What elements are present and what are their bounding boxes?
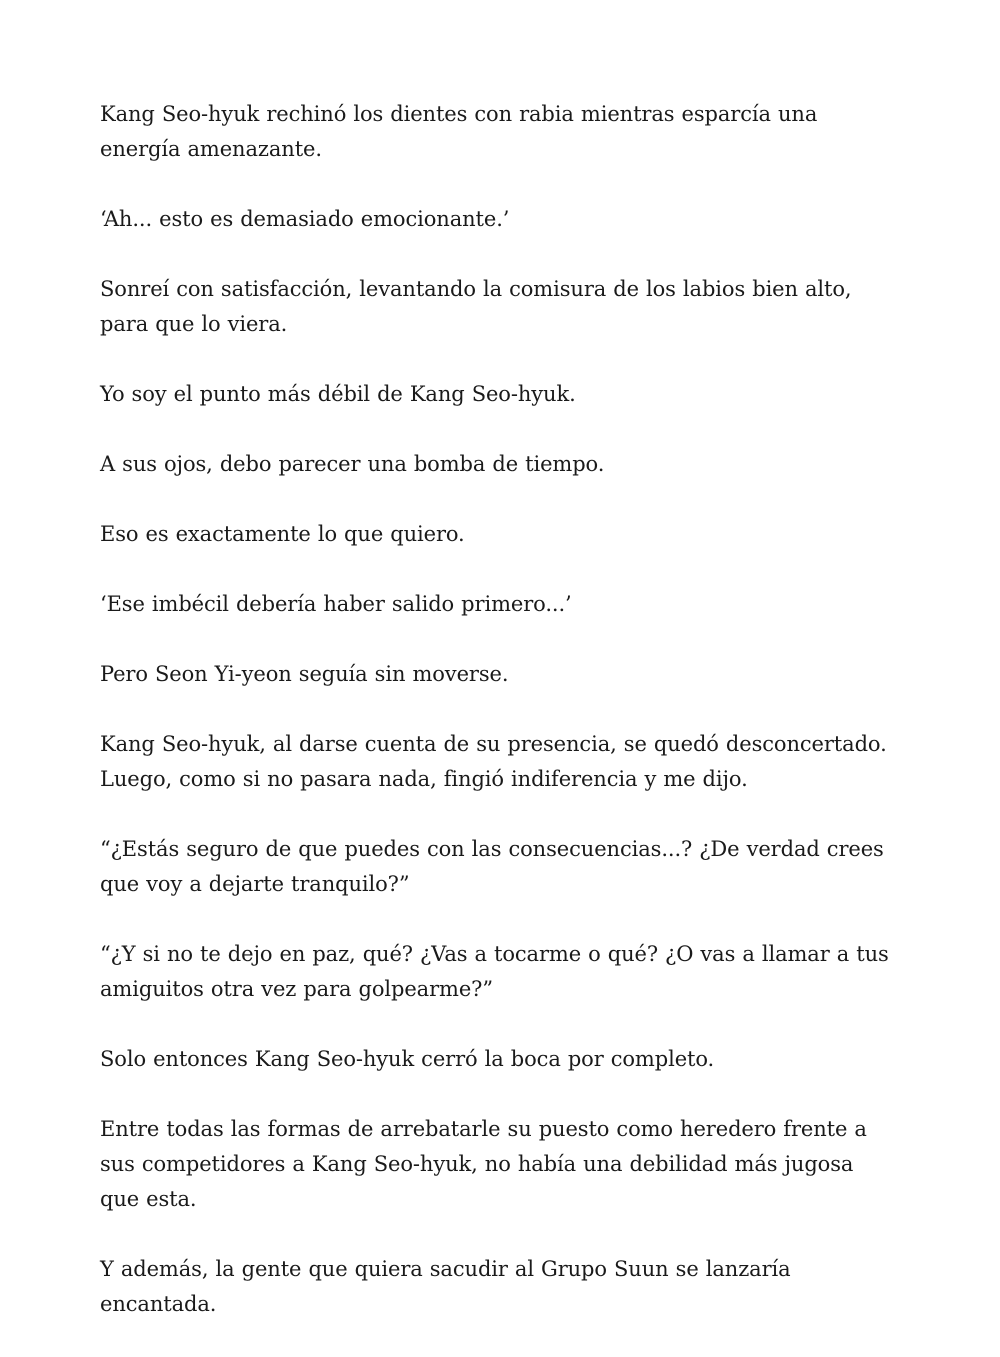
paragraph: ‘Ese imbécil debería haber salido primero...’ — [100, 592, 572, 616]
paragraph: Kang Seo-hyuk, al darse cuenta de su presencia, se quedó desconcertado. Luego, como si no pasara nada, fingió indiferencia y me dijo. — [100, 732, 887, 791]
paragraph: A sus ojos, debo parecer una bomba de tiempo. — [100, 452, 605, 476]
paragraph: “¿Y si no te dejo en paz, qué? ¿Vas a tocarme o qué? ¿O vas a llamar a tus amiguitos otra vez para golpearme?” — [100, 942, 889, 1001]
paragraph: Yo soy el punto más débil de Kang Seo-hyuk. — [100, 382, 576, 406]
paragraph: Pero Seon Yi-yeon seguía sin moverse. — [100, 662, 509, 686]
document-body — [100, 97, 890, 1357]
paragraph: Solo entonces Kang Seo-hyuk cerró la boca por completo. — [100, 1047, 715, 1071]
paragraph: Sonreí con satisfacción, levantando la comisura de los labios bien alto, para que lo viera. — [100, 277, 852, 336]
paragraph: Eso es exactamente lo que quiero. — [100, 522, 465, 546]
paragraph: Entre todas las formas de arrebatarle su puesto como heredero frente a sus competidores a Kang Seo-hyuk, no había una debilidad más jugosa que esta. — [100, 1117, 867, 1211]
paragraph: “¿Estás seguro de que puedes con las consecuencias...? ¿De verdad crees que voy a dejarte tranquilo?” — [100, 837, 884, 896]
paragraph: ‘Ah... esto es demasiado emocionante.’ — [100, 207, 510, 231]
paragraph: Y además, la gente que quiera sacudir al Grupo Suun se lanzaría encantada. — [100, 1257, 791, 1316]
paragraph: Kang Seo-hyuk rechinó los dientes con rabia mientras esparcía una energía amenazante. — [100, 102, 818, 161]
